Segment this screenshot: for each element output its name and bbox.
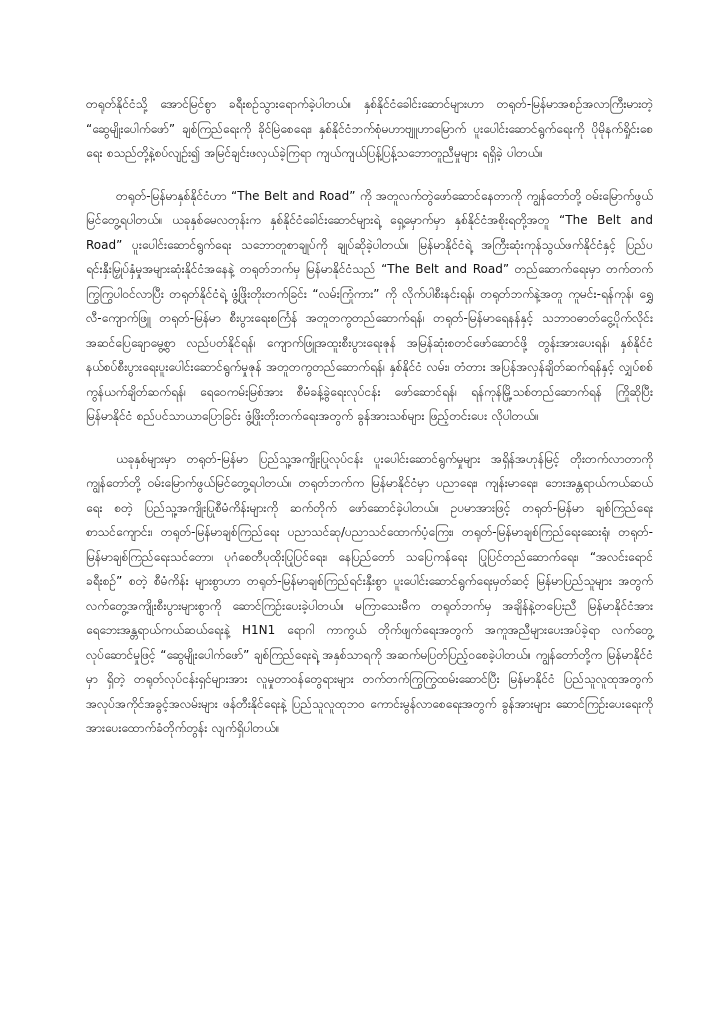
paragraph-3: ယခုနှစ်များမှာ တရုတ်-မြန်မာ ပြည်သူ့အကျိုးပြုလုပ်ငန်း ပူးပေါင်းဆောင်ရွက်မှုများ အရှိန်အဟုန်မြင့် တိုးတက်လာတာကို ကျွန်တော်တို့ ဝမ်းမြောက်ဖွယ်မြင်တွေ့ရပါတယ်။ တရုတ်ဘက်က မြန်မာနိုင်ငံမှာ ပညာရေး၊ ကျန်းမာရေး၊ ဘေးအန္တရာယ်ကယ်ဆယ်ရေး စတဲ့ ပြည်သူ့အကျိုးပြုစီမံကိန်းများကို ဆက်တိုက် ဖော်ဆောင်ခဲ့ပါတယ်။ ဥပမာအားဖြင့် တရုတ်-မြန်မာ ချစ်ကြည်ရေးစာသင်ကျောင်း၊ တရုတ်-မြန်မာချစ်ကြည်ရေး ပညာသင်ဆု/ပညာသင်ထောက်ပံ့ကြေး၊ တရုတ်-မြန်မာချစ်ကြည်ရေးဆေးရုံ၊ တရုတ်-မြန်မာချစ်ကြည်ရေးသင်တော၊ ပုဂံစေတီပုထိုးပြုပြင်ရေး၊ နေပြည်တော် သပြေကန်ရေး ပြုပြင်တည်ဆောက်ရေး၊ “အလင်းရောင်ခရီးစဉ်” စတဲ့ စီမံကိန်း များစွာဟာ တရုတ်-မြန်မာချစ်ကြည်ရင်းနှီးစွာ ပူးပေါင်းဆောင်ရွက်ရေးမှတ်ဆင့် မြန်မာပြည်သူများ အတွက် လက်တွေ့အကျိုးစီးပွားများစွာကို ဆောင်ကြဉ်းပေးခဲ့ပါတယ်။ မကြာသေးမီက တရုတ်ဘက်မှ အချိန်နဲ့တပြေးညီ မြန်မာနိုင်ငံအား ရေဘေးအန္တရာယ်ကယ်ဆယ်ရေးနဲ့ H1N1 ရောဂါ ကာကွယ် တိုက်ဖျက်ရေးအတွက် အကူအညီများပေးအပ်ခဲ့ရာ လက်တွေ့လုပ်ဆောင်မှုဖြင့် “ဆွေမျိုးပေါက်ဖော်” ချစ်ကြည်ရေးရဲ့ အနှစ်သာရကို အဆက်မပြတ်ပြည့်ဝစေခဲ့ပါတယ်။ ကျွန်တော်တို့က မြန်မာနိုင်ငံမှာ ရှိတဲ့ တရုတ်လုပ်ငန်းရှင်များအား လူမှုတာဝန်တွေရားများ တက်တက်ကြွကြွထမ်းဆောင်ပြီး မြန်မာနိုင်ငံ ပြည်သူလူထုအတွက် အလုပ်အကိုင်အခွင့်အလမ်းများ ဖန်တီးနိုင်ရေးနဲ့ ပြည်သူလူထုဘဝ ကောင်းမွန်လာစေရေးအတွက် ခွန်အားများ ဆောင်ကြဉ်းပေးရေးကို အားပေးထောက်ခံတိုက်တွန်း လျက်ရှိပါတယ်။ bbox=[86, 451, 653, 735]
paragraph-2: တရုတ်-မြန်မာနှစ်နိုင်ငံဟာ “The Belt and Road” ကို အတူလက်တွဲဖော်ဆောင်နေတာကို ကျွန်တော်တို့ ဝမ်းမြောက်ဖွယ် မြင်တွေ့ရပါတယ်။ ယခုနှစ်မေလတုန်းက နှစ်နိုင်ငံခေါင်းဆောင်များရဲ့ ရှေ့မှောက်မှာ နှစ်နိုင်ငံအစိုးရတို့အတူ “The Belt and Road” ပူးပေါင်းဆောင်ရွက်ရေး သဘောတူစာချုပ်ကို ချုပ်ဆိုခဲ့ပါတယ်။ မြန်မာနိုင်ငံရဲ့ အကြီးဆုံးကုန်သွယ်ဖက်နိုင်ငံနှင့် ပြည်ပရင်းနှီးမြှုပ်နှံမှုအများဆုံးနိုင်ငံအနေနဲ့ တရုတ်ဘက်မှ မြန်မာနိုင်ငံသည် “The Belt and Road” တည်ဆောက်ရေးမှာ တက်တက်ကြွကြွပါဝင်လာပြီး တရုတ်နိုင်ငံရဲ့ ဖွံ့ဖြိုးတိုးတက်ခြင်း “လမ်းကြုံကား” ကို လိုက်ပါစီးနင်းရန်၊ တရုတ်ဘက်နဲ့အတူ ကူမင်း-ရန်ကုန်၊ ရွှေလီ-ကျောက်ဖြူ တရုတ်-မြန်မာ စီးပွားရေးစင်္ကြန် အတူတကွတည်ဆောက်ရန်၊ တရုတ်-မြန်မာရေနန်နှင့် သဘာဝဓာတ်ငွေ့ပိုက်လိုင်း အဆင်ပြေချောမွေ့စွာ လည်ပတ်နိုင်ရန်၊ ကျောက်ဖြူအထူးစီးပွားရေးဇုန် အမြန်ဆုံးစတင်ဖော်ဆောင်ဖို့ တွန်းအားပေးရန်၊ နှစ်နိုင်ငံ နယ်စပ်စီးပွားရေးပူးပေါင်းဆောင်ရွက်မှုဇုန် အတူတကွတည်ဆောက်ရန်၊ နှစ်နိုင်ငံ လမ်း၊ တံတား အပြန်အလှန်ချိတ်ဆက်ရန်နှင့် လျှပ်စစ်ကွန်ယက်ချိတ်ဆက်ရန်၊ ရေဝေကမ်းမြစ်အား စီမံခန့်ခွဲရေးလုပ်ငန်း ဖော်ဆောင်ရန်၊ ရန်ကုန်မြို့သစ်တည်ဆောက်ရန် ကြိုဆိုပြီး မြန်မာနိုင်ငံ စည်ပင်သာယာပြောခြင်း ဖွံ့ဖြိုးတိုးတက်ရေးအတွက် ခွန်အားသစ်များ ဖြည့်တင်းပေး လိုပါတယ်။ bbox=[86, 188, 653, 423]
paragraph-1: တရုတ်နိုင်ငံသို့ အောင်မြင်စွာ ခရီးစဉ်သွားရောက်ခဲ့ပါတယ်။ နှစ်နိုင်ငံခေါင်းဆောင်များဟာ တရုတ်-မြန်မာအစဉ်အလာကြီးမားတဲ့ “ဆွေမျိုးပေါက်ဖော်” ချစ်ကြည်ရေးကို ခိုင်မြဲစေရေး၊ နှစ်နိုင်ငံဘက်စုံမဟာဗျူဟာမြောက် ပူးပေါင်းဆောင်ရွက်ရေးကို ပိုမိုနက်ရှိုင်းစေရေး စသည်တို့နဲ့စပ်လျဉ်း၍ အမြင်ချင်းဖလှယ်ခဲ့ကြရာ ကျယ်ကျယ်ပြန့်ပြန့်သဘောတူညီမှုများ ရရှိခဲ့ ပါတယ်။ bbox=[86, 97, 653, 160]
